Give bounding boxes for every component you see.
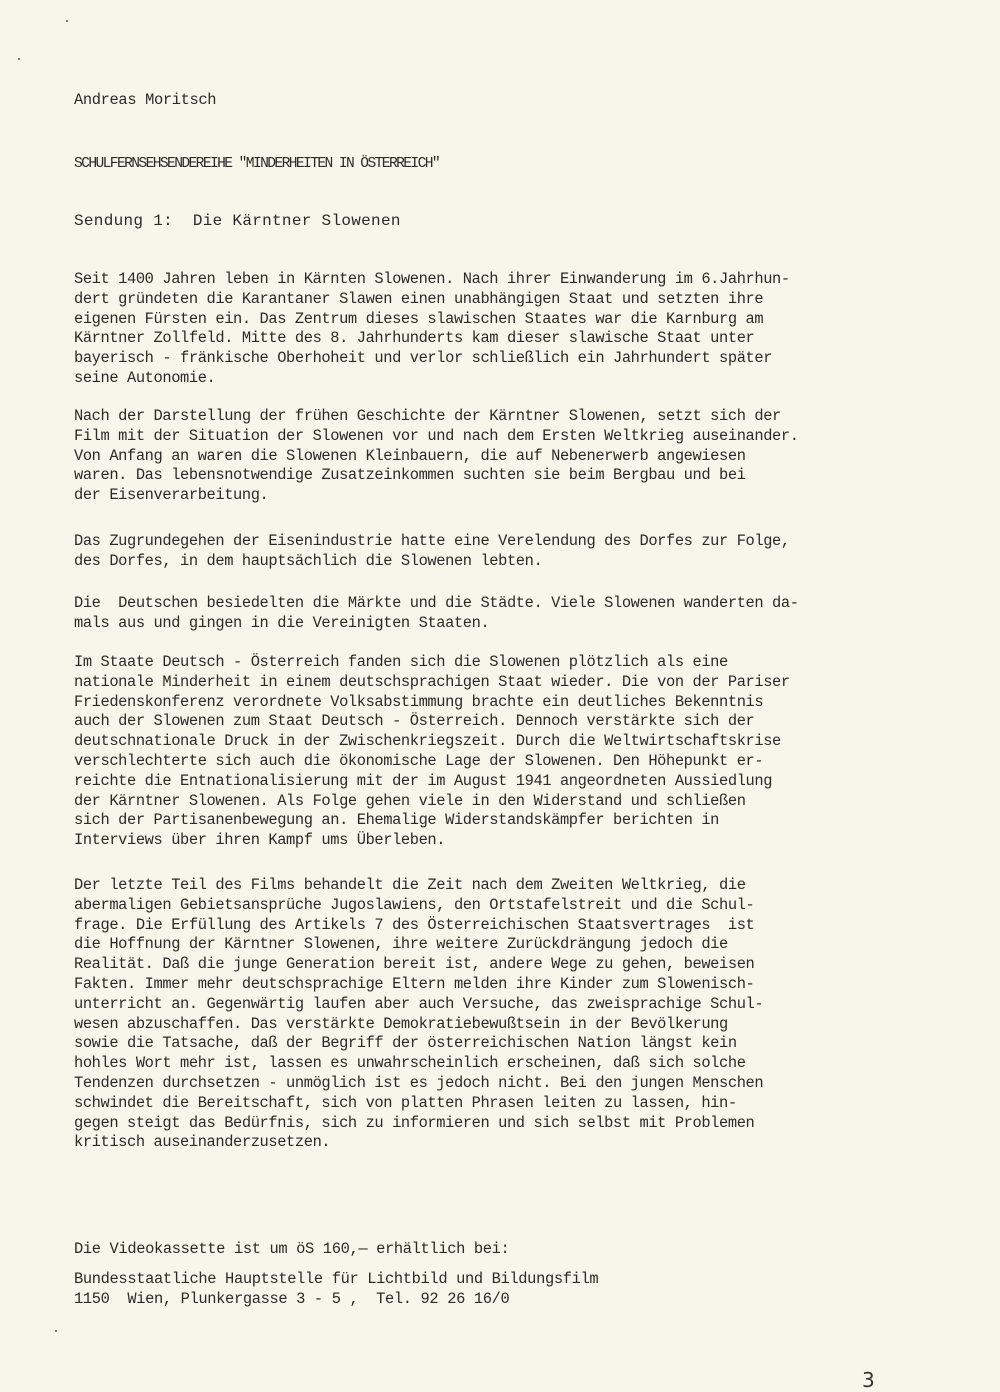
text-line: hohles Wort mehr ist, lassen es unwahrscheinlich erscheinen, daß sich solche [74,1054,746,1073]
paragraph-3 [74,532,790,572]
text-line: Der letzte Teil des Films behandelt die Zeit nach dem Zweiten Weltkrieg, die [74,876,746,894]
text-line: seine Autonomie. [74,368,216,387]
text-line: deutschnationale Druck in der Zwischenkriegszeit. Durch die Weltwirtschaftskrise [74,732,781,751]
text-line: sowie die Tatsache, daß der Begriff der österreichischen Nation längst kein [74,1034,737,1053]
text-line: unterricht an. Gegenwärtig laufen aber auch Versuche, das zweisprachige Schul- [74,994,764,1013]
text-line: Realität. Daß die junge Generation bereit ist, andere Wege zu gehen, beweisen [74,955,755,974]
distributor-address: 1150 Wien, Plunkergasse 3 - 5 , Tel. 92 26 16/0 [74,1290,510,1308]
text-line: Im Staate Deutsch - Österreich fanden sich die Slowenen plötzlich als eine [74,653,728,671]
series-title: SCHULFERNSEHSENDEREIHE "MINDERHEITEN IN ÖSTERREICH" [74,156,440,172]
availability-note: Die Videokassette ist um öS 160,— erhältlich bei: [74,1240,510,1258]
text-line: wesen abzuschaffen. Das verstärkte Demokratiebewußtsein in der Bevölkerung [74,1014,728,1033]
text-line: gegen steigt das Bedürfnis, sich zu informieren und sich selbst mit Problemen [74,1113,755,1132]
text-line: frage. Die Erfüllung des Artikels 7 des Österreichischen Staatsvertrages ist [74,915,755,934]
author-name: Andreas Moritsch [74,91,217,109]
text-line: mals aus und gingen in die Vereinigten Staaten. [74,613,490,632]
text-line: eigenen Fürsten ein. Das Zentrum dieses slawischen Staates war die Karnburg am [74,309,764,328]
text-line: Das Zugrundegehen der Eisenindustrie hatte eine Verelendung des Dorfes zur Folge, [74,532,790,550]
text-line: bayerisch - fränkische Oberhoheit und verlor schließlich ein Jahrhundert später [74,349,773,368]
text-line: des Dorfes, in dem hauptsächlich die Slowenen lebten. [74,551,543,570]
paragraph-1 [74,270,790,389]
text-line: die Hoffnung der Kärntner Slowenen, ihre weitere Zurückdrängung jedoch die [74,935,728,954]
text-line: verschlechterte sich auch die ökonomische Lage der Slowenen. Den Höhepunkt er- [74,751,764,770]
page-number: 3 [862,1368,875,1392]
text-line: Tendenzen durchsetzen - unmöglich ist es jedoch nicht. Bei den jungen Menschen [74,1073,764,1092]
text-line: abermaligen Gebietsansprüche Jugoslawiens, den Ortstafelstreit und die Schul- [74,895,755,914]
paragraph-4 [74,594,799,634]
text-line: Fakten. Immer mehr deutschsprachige Eltern melden ihre Kinder zum Slowenisch- [74,974,755,993]
paragraph-2 [74,407,799,506]
text-line: waren. Das lebensnotwendige Zusatzeinkommen suchten sie beim Bergbau und bei [74,466,746,485]
text-line: Kärntner Zollfeld. Mitte des 8. Jahrhunderts kam dieser slawische Staat unter [74,329,755,348]
text-line: Interviews über ihren Kampf ums Überleben. [74,831,446,850]
scan-speck [66,20,68,22]
text-line: der Kärntner Slowenen. Als Folge gehen viele in den Widerstand und schließen [74,791,746,810]
text-line: Friedenskonferenz verordnete Volksabstimmung brachte ein deutliches Bekenntnis [74,692,764,711]
scan-speck [55,1330,57,1332]
text-line: sich der Partisanenbewegung an. Ehemalige Widerstandskämpfer berichten in [74,811,720,830]
text-line: Von Anfang an waren die Slowenen Kleinbauern, die auf Nebenerwerb angewiesen [74,446,746,465]
text-line: auch der Slowenen zum Staat Deutsch - Österreich. Dennoch verstärkte sich der [74,712,755,731]
episode-title: Sendung 1: Die Kärntner Slowenen [74,212,401,230]
scan-speck [18,58,20,60]
distributor-name: Bundesstaatliche Hauptstelle für Lichtbild und Bildungsfilm [74,1270,599,1288]
text-line: Seit 1400 Jahren leben in Kärnten Slowenen. Nach ihrer Einwanderung im 6.Jahrhun- [74,270,790,288]
text-line: dert gründeten die Karantaner Slawen einen unabhängigen Staat und setzten ihre [74,289,764,308]
text-line: Film mit der Situation der Slowenen vor und nach dem Ersten Weltkrieg auseinander. [74,426,799,445]
paragraph-5 [74,653,790,851]
text-line: reichte die Entnationalisierung mit der im August 1941 angeordneten Aussiedlung [74,771,773,790]
text-line: Nach der Darstellung der frühen Geschichte der Kärntner Slowenen, setzt sich der [74,407,781,425]
paragraph-6 [74,876,763,1153]
text-line: schwindet die Bereitschaft, sich von platten Phrasen leiten zu lassen, hin- [74,1093,737,1112]
text-line: der Eisenverarbeitung. [74,486,269,505]
text-line: nationale Minderheit in einem deutschsprachigen Staat wieder. Die von der Pariser [74,672,790,691]
text-line: kritisch auseinanderzusetzen. [74,1133,331,1152]
text-line: Die Deutschen besiedelten die Märkte und die Städte. Viele Slowenen wanderten da- [74,594,799,612]
